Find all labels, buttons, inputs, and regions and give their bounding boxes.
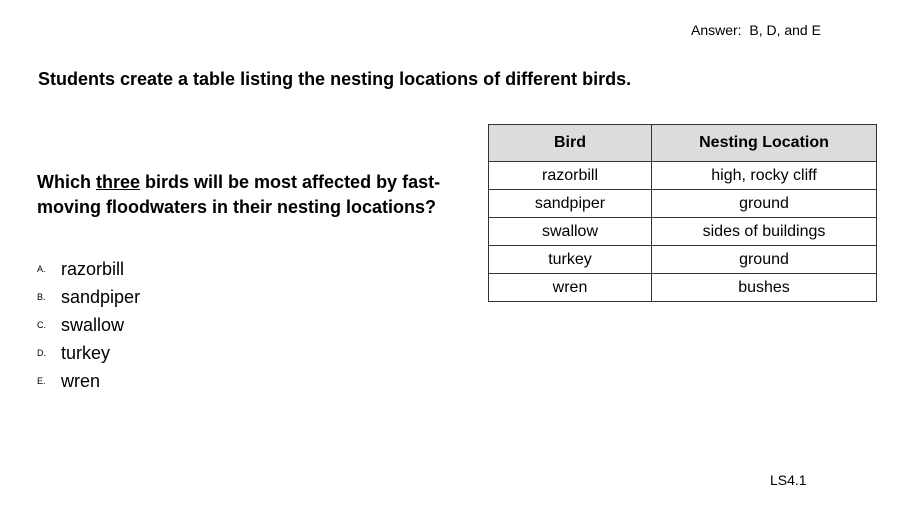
table-row	[489, 274, 877, 302]
option-letter: A.	[37, 264, 46, 274]
question-text	[37, 170, 467, 220]
bird-cell: sandpiper	[489, 190, 652, 218]
question-emphasis: three	[96, 172, 141, 192]
option-text: razorbill	[61, 258, 125, 279]
answer-key: Answer: B, D, and E	[691, 22, 821, 38]
table-row	[489, 218, 877, 246]
location-cell: ground	[652, 190, 877, 218]
option-letter: E.	[37, 376, 46, 386]
option-text: wren	[61, 370, 101, 391]
nesting-table	[488, 124, 877, 302]
bird-cell: swallow	[489, 218, 652, 246]
location-cell: sides of buildings	[652, 218, 877, 246]
option-c[interactable]	[37, 311, 140, 339]
option-text: sandpiper	[61, 286, 141, 307]
answer-options	[37, 255, 140, 395]
bird-cell: turkey	[489, 246, 652, 274]
table-row	[489, 246, 877, 274]
question-rest: birds will be most affected by fast-moving floodwaters in their nesting locations?	[37, 172, 441, 217]
option-a[interactable]	[37, 255, 140, 283]
bird-cell: wren	[489, 274, 652, 302]
location-cell: bushes	[652, 274, 877, 302]
table-header-row	[489, 125, 877, 162]
option-e[interactable]	[37, 367, 140, 395]
option-b[interactable]	[37, 283, 140, 311]
option-d[interactable]	[37, 339, 140, 367]
header-nesting-location: Nesting Location	[652, 125, 877, 162]
location-cell: ground	[652, 246, 877, 274]
table-row	[489, 162, 877, 190]
question-lead: Which	[37, 172, 96, 192]
option-text: swallow	[61, 314, 125, 335]
intro-statement: Students create a table listing the nesting locations of different birds.	[38, 69, 632, 89]
option-text: turkey	[61, 342, 111, 363]
option-letter: B.	[37, 292, 46, 302]
table-row	[489, 190, 877, 218]
bird-cell: razorbill	[489, 162, 652, 190]
header-bird: Bird	[489, 125, 652, 162]
location-cell: high, rocky cliff	[652, 162, 877, 190]
option-letter: C.	[37, 320, 46, 330]
option-letter: D.	[37, 348, 46, 358]
standard-code: LS4.1	[770, 472, 807, 488]
